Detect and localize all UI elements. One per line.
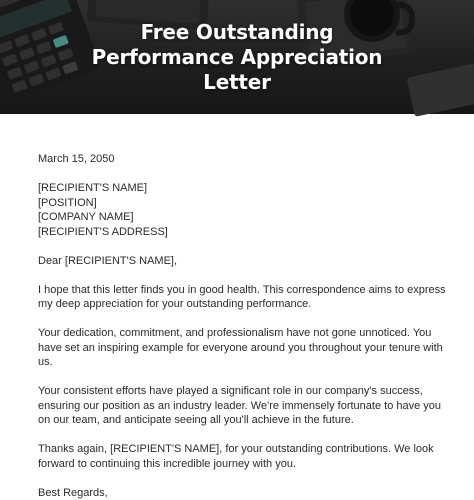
paragraph-4: Thanks again, [RECIPIENT'S NAME], for your outstanding contributions. We look forward to continuing this incredible journey with you. xyxy=(38,442,448,471)
title-line-1: Free Outstanding xyxy=(0,20,474,45)
paragraph-1: I hope that this letter finds you in good health. This correspondence aims to express my deep appreciation for your outstanding performance. xyxy=(38,283,448,312)
closing: Best Regards, xyxy=(38,486,448,500)
recipient-address-block xyxy=(38,181,448,239)
page-title xyxy=(0,20,474,95)
recipient-position: [POSITION] xyxy=(38,196,448,211)
recipient-address: [RECIPIENT'S ADDRESS] xyxy=(38,225,448,240)
letter-date: March 15, 2050 xyxy=(38,152,448,167)
letter-body xyxy=(38,152,448,500)
title-line-2: Performance Appreciation xyxy=(0,45,474,70)
recipient-name: [RECIPIENT'S NAME] xyxy=(38,181,448,196)
salutation: Dear [RECIPIENT'S NAME], xyxy=(38,254,448,269)
header-banner xyxy=(0,0,474,114)
paragraph-2: Your dedication, commitment, and professionalism have not gone unnoticed. You have set an inspiring example for everyone around you throughout your tenure with us. xyxy=(38,326,448,370)
paragraph-3: Your consistent efforts have played a significant role in our company's success, ensuring our position as an industry leader. We're immensely fortunate to have you on our team, and anticipate seeing all you'll achieve in the future. xyxy=(38,384,448,428)
title-line-3: Letter xyxy=(0,70,474,95)
recipient-company: [COMPANY NAME] xyxy=(38,210,448,225)
